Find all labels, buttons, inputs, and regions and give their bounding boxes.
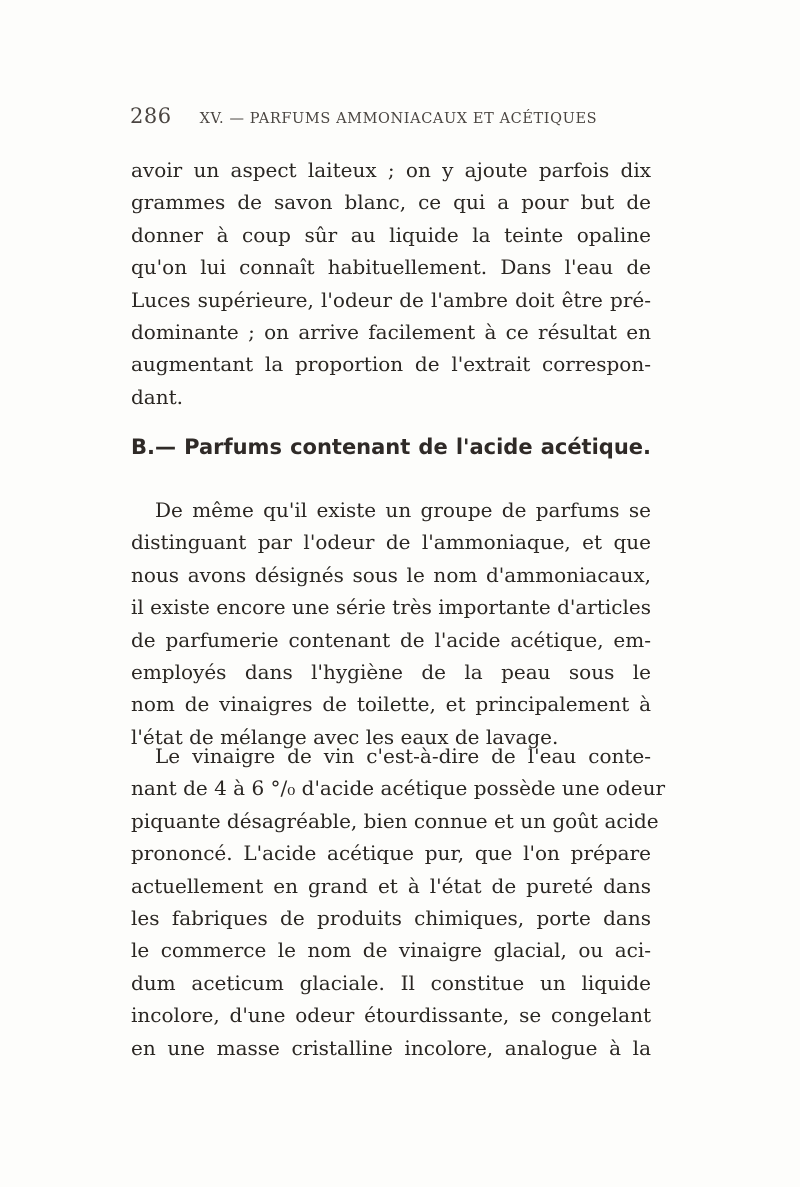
section-heading: B.— Parfums contenant de l'acide acétique.	[131, 435, 651, 459]
text-line: les fabriques de produits chimiques, porte dans	[131, 905, 651, 930]
paragraph-acetic-intro	[131, 494, 651, 753]
text-line: donner à coup sûr au liquide la teinte opaline	[131, 222, 651, 247]
text-line: dum aceticum glaciale. Il constitue un liquide	[131, 970, 651, 995]
text-line: incolore, d'une odeur étourdissante, se congelant	[131, 1003, 651, 1028]
text-line: Luces supérieure, l'odeur de l'ambre doit être pré-	[131, 287, 651, 312]
text-line: de parfumerie contenant de l'acide acétique, em-	[131, 627, 651, 652]
text-line: distinguant par l'odeur de l'ammoniaque, et que	[131, 530, 651, 555]
text-line: nous avons désignés sous le nom d'ammoniacaux,	[131, 562, 651, 587]
text-line: l'état de mélange avec les eaux de lavage.	[131, 724, 559, 749]
paragraph-vinegar	[131, 740, 666, 1064]
text-line: il existe encore une série très importante d'articles	[131, 595, 651, 620]
text-line: dominante ; on arrive facilement à ce résultat en	[131, 319, 651, 344]
text-line: avoir un aspect laiteux ; on y ajoute parfois dix	[131, 158, 651, 182]
text-line: De même qu'il existe un groupe de parfums se	[155, 498, 651, 522]
running-head	[130, 104, 652, 134]
text-line: nom de vinaigres de toilette, et principalement à	[131, 692, 651, 717]
text-line: employés dans l'hygiène de la peau sous le	[131, 659, 651, 684]
text-line: piquante désagréable, bien connue et un goût acide	[131, 808, 659, 833]
text-line: qu'on lui connaît habituellement. Dans l'eau de	[131, 255, 651, 280]
text-line: actuellement en grand et à l'état de pureté dans	[131, 873, 651, 898]
text-line: prononcé. L'acide acétique pur, que l'on prépare	[131, 841, 651, 866]
text-line: augmentant la proportion de l'extrait correspon-	[131, 352, 651, 377]
text-line: grammes de savon blanc, ce qui a pour but de	[131, 190, 651, 215]
text-line: dant.	[131, 384, 184, 409]
text-line: nant de 4 à 6 °/₀ d'acide acétique possède une odeur	[131, 776, 666, 801]
text-line: le commerce le nom de vinaigre glacial, ou aci-	[131, 938, 651, 963]
paragraph-continuation	[131, 154, 651, 413]
running-title: XV. — PARFUMS AMMONIACAUX ET ACÉTIQUES	[199, 111, 598, 127]
text-line: Le vinaigre de vin c'est-à-dire de l'eau conte-	[155, 744, 651, 768]
page-number: 286	[130, 104, 172, 128]
text-line: en une masse cristalline incolore, analogue à la	[131, 1035, 651, 1060]
